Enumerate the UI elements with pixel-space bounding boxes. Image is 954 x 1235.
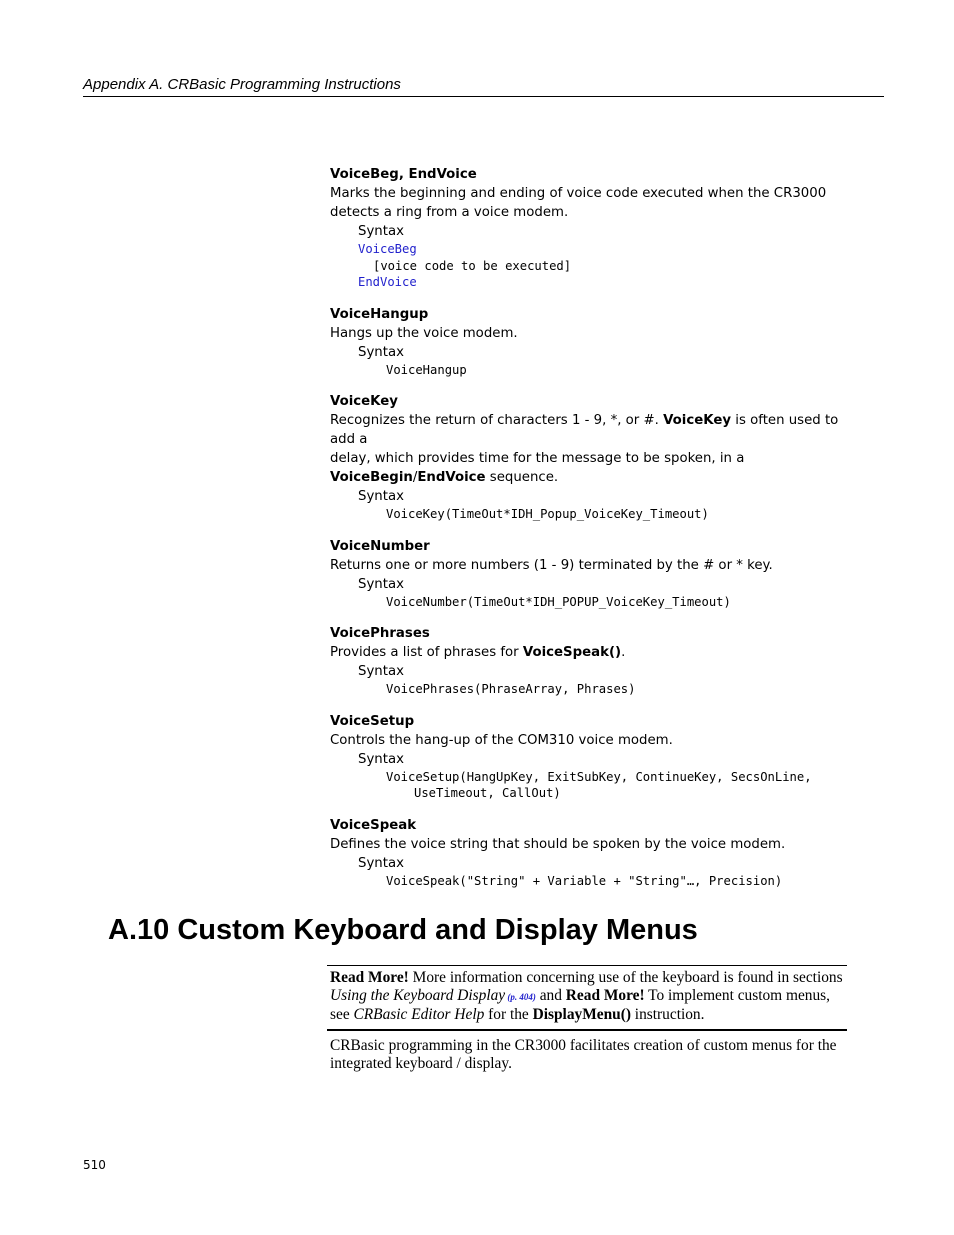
entry-title: VoiceNumber — [330, 538, 430, 554]
body-paragraph: CRBasic programming in the CR3000 facilitates creation of custom menus for the integrated keyboard / display. — [330, 1037, 837, 1072]
code-line: UseTimeout, CallOut) — [414, 786, 561, 800]
code-line: VoiceSpeak("String" + Variable + "String"…, Precision) — [386, 873, 783, 888]
bold-term: DisplayMenu() — [532, 1006, 631, 1023]
note-text: To implement custom menus, see — [330, 987, 831, 1023]
entry-voicekey — [330, 392, 850, 523]
code-line: VoiceSetup(HangUpKey, ExitSubKey, ContinueKey, SecsOnLine, — [386, 769, 812, 784]
entry-voicesetup — [330, 712, 850, 802]
bold-term: EndVoice — [417, 470, 486, 485]
cross-reference-link[interactable]: Using the Keyboard Display — [330, 987, 506, 1004]
syntax-label: Syntax — [358, 664, 404, 679]
code-line: VoicePhrases(PhraseArray, Phrases) — [386, 682, 636, 696]
note-lead: Read More! — [330, 969, 409, 986]
entry-description — [330, 643, 850, 662]
text-run: sequence. — [485, 470, 559, 485]
entry-voicehangup — [330, 305, 850, 379]
text-run: Recognizes the return of characters 1 - 9, *, or #. — [330, 413, 664, 428]
description-line: delay, which provides time for the message to be spoken, in a — [330, 451, 745, 466]
page-number: 510 — [83, 1158, 106, 1172]
code-line: VoiceHangup — [386, 362, 467, 377]
description-line: Marks the beginning and ending of voice code executed when the CR3000 — [330, 186, 827, 201]
text-run: / — [412, 470, 418, 485]
instruction-list — [330, 165, 850, 903]
bold-term: VoiceSpeak() — [522, 645, 622, 660]
note-text: and — [535, 987, 566, 1004]
bold-term: VoiceBegin — [330, 470, 413, 485]
syntax-label: Syntax — [358, 224, 404, 239]
entry-voicebeg — [330, 165, 850, 291]
syntax-label: Syntax — [358, 489, 404, 504]
code-line: VoiceNumber(TimeOut*IDH_POPUP_VoiceKey_Timeout) — [386, 594, 731, 609]
entry-title: VoicePhrases — [330, 626, 430, 641]
entry-description: Hangs up the voice modem. — [330, 325, 518, 341]
description-line: detects a ring from a voice modem. — [330, 205, 569, 220]
read-more-note — [327, 965, 847, 1031]
running-title: Appendix A. CRBasic Programming Instructions — [83, 76, 401, 93]
entry-voicespeak — [330, 816, 850, 890]
entry-voicephrases — [330, 624, 850, 698]
entry-title: VoiceSpeak — [330, 817, 417, 833]
bold-term: VoiceKey — [663, 413, 732, 428]
entry-description — [330, 184, 850, 222]
page-reference-link[interactable]: (p. 404) — [505, 992, 536, 1002]
running-header — [83, 76, 884, 97]
entry-title: VoiceSetup — [330, 713, 415, 729]
note-text: instruction. — [630, 1006, 705, 1023]
entry-title: VoiceHangup — [330, 306, 429, 322]
description-line — [330, 468, 850, 487]
code-line: VoiceKey(TimeOut*IDH_Popup_VoiceKey_Timeout) — [386, 507, 709, 521]
entry-voicenumber — [330, 537, 850, 611]
syntax-label: Syntax — [358, 576, 404, 592]
entry-title: VoiceBeg, EndVoice — [330, 167, 477, 182]
entry-description: Returns one or more numbers (1 - 9) terminated by the # or * key. — [330, 557, 773, 573]
note-text: for the — [484, 1006, 533, 1023]
syntax-label: Syntax — [358, 751, 404, 767]
text-run: . — [621, 645, 626, 660]
syntax-label: Syntax — [358, 344, 404, 360]
note-lead: Read More! — [565, 987, 645, 1004]
entry-description: Controls the hang-up of the COM310 voice modem. — [330, 732, 673, 748]
syntax-label: Syntax — [358, 855, 404, 871]
entry-title: VoiceKey — [330, 394, 398, 409]
text-run: is often used to add a — [330, 413, 839, 447]
entry-description: Defines the voice string that should be spoken by the voice modem. — [330, 836, 786, 852]
code-keyword: EndVoice — [358, 275, 417, 289]
description-line — [330, 411, 850, 449]
entry-description — [330, 411, 850, 487]
code-line: [voice code to be executed] — [373, 258, 572, 273]
code-keyword: VoiceBeg — [358, 242, 417, 256]
help-reference: CRBasic Editor Help — [353, 1006, 485, 1023]
text-run: Provides a list of phrases for — [330, 645, 523, 660]
section-heading: A.10 Custom Keyboard and Display Menus — [108, 914, 698, 946]
note-text: More information concerning use of the keyboard is found in sections — [408, 969, 843, 986]
